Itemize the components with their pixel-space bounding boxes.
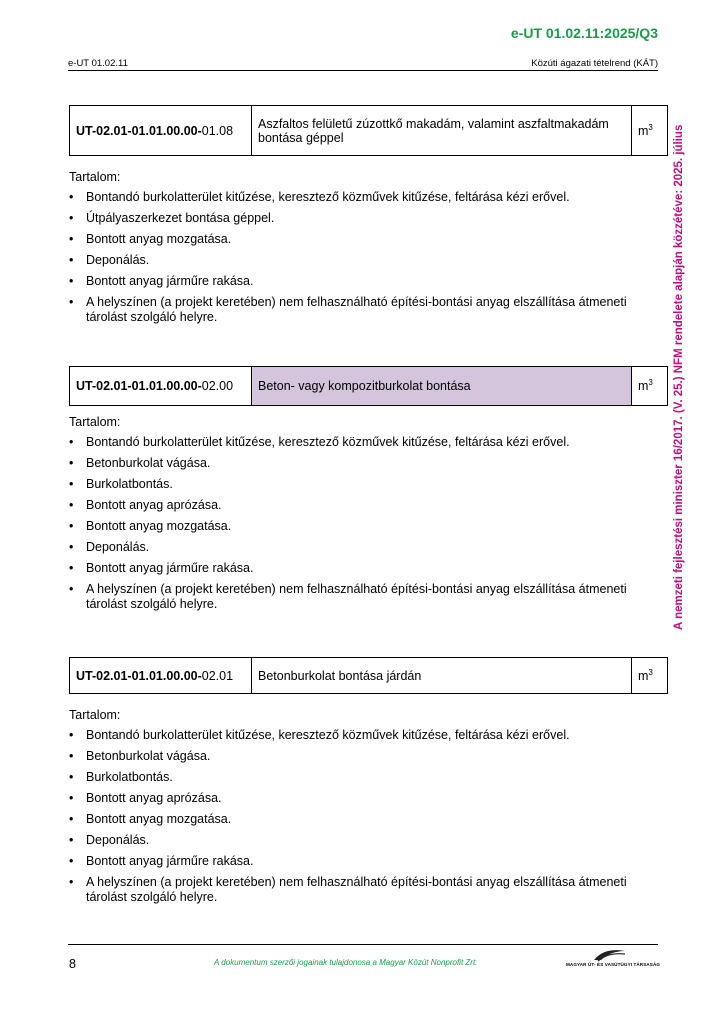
item-table (69, 105, 668, 156)
list-item: • A helyszínen (a projekt keretében) nem felhasználható építési-bontási anyag elszállítása átmeneti tárolást szolgáló helyre. (69, 582, 629, 612)
list-item: • A helyszínen (a projekt keretében) nem felhasználható építési-bontási anyag elszállítása átmeneti tárolást szolgáló helyre. (69, 295, 629, 325)
item-unit: $m^3$ (632, 658, 668, 694)
page-number: 8 (69, 957, 76, 971)
contents-list (69, 435, 629, 612)
item-code-prefix: UT-02.01-01.01.00.00- (76, 123, 202, 138)
list-item: • Bontott anyag mozgatása. (69, 519, 629, 534)
item-code-suffix: 02.00 (201, 379, 234, 393)
item-description: Aszfaltos felületű zúzottkő makadám, valamint aszfaltmakadám bontása géppel (252, 106, 632, 156)
item-unit: $m^3$ (632, 367, 668, 406)
list-item: • Betonburkolat vágása. (69, 749, 629, 764)
header-right-title: Közúti ágazati tételrend (KÁT) (531, 58, 658, 69)
list-item: • Bontott anyag mozgatása. (69, 812, 629, 827)
list-item: • Bontott anyag aprózása. (69, 498, 629, 513)
item-code-suffix: 01.08 (201, 123, 234, 138)
item-code (70, 658, 252, 694)
item-code-prefix: UT-02.01-01.01.00.00- (76, 379, 202, 393)
contents-label: Tartalom: (69, 170, 121, 184)
item-table (69, 366, 668, 406)
list-item: • Bontott anyag járműre rakása. (69, 274, 629, 289)
contents-label: Tartalom: (69, 415, 121, 429)
header-left-code: e-UT 01.02.11 (68, 58, 128, 69)
item-code-suffix: 02.01 (201, 668, 234, 683)
list-item: • Burkolatbontás. (69, 477, 629, 492)
list-item: • Bontott anyag aprózása. (69, 791, 629, 806)
item-unit: $m^3$ (632, 106, 668, 156)
list-item: • Deponálás. (69, 833, 629, 848)
list-item: • Bontandó burkolatterület kitűzése, keresztező közművek kitűzése, feltárása kézi erővel. (69, 435, 629, 450)
logo-text: MAGYAR ÚT- ÉS VASÚTÜGYI TÁRSASÁG (566, 962, 661, 967)
copyright-notice: A dokumentum szerzői jogainak tulajdonosa a Magyar Közút Nonprofit Zrt. (214, 958, 478, 967)
list-item: • Betonburkolat vágása. (69, 456, 629, 471)
header-divider (68, 70, 658, 71)
side-publication-note: A nemzeti fejlesztési miniszter 16/2017. (V. 25.) NFM rendelete alapján közzétéve: 2025. július (673, 124, 685, 630)
contents-list (69, 728, 629, 905)
item-description: Beton- vagy kompozitburkolat bontása (252, 367, 632, 406)
list-item: • Bontandó burkolatterület kitűzése, keresztező közművek kitűzése, feltárása kézi erővel. (69, 728, 629, 743)
footer-divider (68, 944, 658, 945)
list-item: • Bontott anyag járműre rakása. (69, 561, 629, 576)
item-table (69, 657, 668, 694)
item-contents (69, 415, 629, 618)
company-logo (566, 948, 661, 970)
document-code: e-UT 01.02.11:2025/Q3 (510, 25, 658, 41)
list-item: • Deponálás. (69, 540, 629, 555)
list-item: • Burkolatbontás. (69, 770, 629, 785)
list-item: • Útpályaszerkezet bontása géppel. (69, 211, 629, 226)
list-item: • Bontandó burkolatterület kitűzése, keresztező közművek kitűzése, feltárása kézi erővel. (69, 190, 629, 205)
item-code-prefix: UT-02.01-01.01.00.00- (76, 668, 202, 683)
list-item: • Bontott anyag járműre rakása. (69, 854, 629, 869)
item-code (70, 106, 252, 156)
road-swoosh-icon (592, 948, 626, 962)
contents-list (69, 190, 629, 325)
item-contents (69, 708, 629, 911)
contents-label: Tartalom: (69, 708, 121, 722)
item-code (70, 367, 252, 406)
list-item: • A helyszínen (a projekt keretében) nem felhasználható építési-bontási anyag elszállítása átmeneti tárolást szolgáló helyre. (69, 875, 629, 905)
list-item: • Deponálás. (69, 253, 629, 268)
item-description: Betonburkolat bontása járdán (252, 658, 632, 694)
list-item: • Bontott anyag mozgatása. (69, 232, 629, 247)
item-contents (69, 170, 629, 331)
